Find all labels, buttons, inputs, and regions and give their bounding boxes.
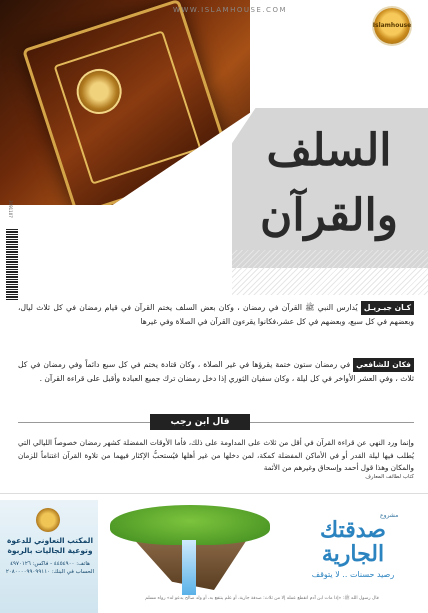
book-frame — [54, 30, 202, 184]
paragraph-1 — [18, 301, 414, 329]
org-logo-icon — [36, 508, 60, 532]
diagonal-lines-decoration — [232, 250, 428, 295]
source-citation: كتاب لطائف المعارف — [365, 474, 414, 480]
paragraph-2-text: في رمضان ستون ختمة يقرؤها في غير الصلاة ، وكان قتادة يختم في كل سبع دائماً وفي رمضان في كل ثلاث ، وفي العشر الأواخر في كل ليلة ، وكان سفيان الثوري إذا دخل رمضان ترك جميع العبادة وأقبل على قراءة القرآن . — [18, 360, 414, 383]
quote-heading: قال ابن رجب — [150, 414, 250, 430]
project-label: مشروع — [380, 512, 399, 519]
floating-island-illustration — [110, 505, 270, 595]
campaign-tagline: رصيد حسنات .. لا يتوقف — [311, 570, 395, 579]
ad-org-name: المكتب التعاوني للدعوة وتوعية الجاليات بالربوة — [6, 536, 94, 555]
barcode-icon — [6, 228, 18, 300]
title-line-1: السلف — [266, 125, 392, 176]
paragraph-3: وإنما ورد النهي عن قراءة القرآن في أقل من ثلاث على المداومة على ذلك، فأما الأوقات المفضلة كشهر رمضان خصوصاً الليالي التي يُطلب فيها ليلة القدر أو في الأماكن المفضلة كمكة، لمن دخلها من غير أهلها فيُستحبُّ الإكثار فيهما من تلاوة القرآن اغتناماً للزمان والمكان وهذا قول أحمد وإسحاق وغيرهم من الأئمة — [18, 438, 414, 472]
ad-contact — [4, 560, 96, 576]
waterfall — [182, 540, 196, 595]
title-line-2: والقرآن — [260, 190, 398, 241]
site-url[interactable]: WWW.ISLAMHOUSE.COM — [172, 6, 287, 14]
campaign-title: صدقتك الجارية — [320, 517, 386, 567]
quran-book-illustration — [22, 0, 233, 205]
paragraph-1-text: يُدارس النبي ﷺ القرآن في رمضان ، وكان بعض السلف يختم القرآن في قيام رمضان في كل ثلاث ليال، وبعضهم في كل سبع، وبعضهم في كل عشر،فكانوا يقرءون القرآن في الصلاة وفي غيرها — [18, 303, 414, 326]
logo-text: Islamhouse — [372, 22, 412, 29]
islamhouse-logo[interactable] — [374, 8, 410, 44]
paragraph-2 — [18, 358, 414, 386]
paragraph-1-tag: كـان جبـريـل — [361, 301, 414, 315]
hero-quran-image — [0, 0, 250, 205]
paragraph-2-tag: فكان للشافعي — [353, 358, 414, 372]
barcode-number: 3091107 — [8, 200, 13, 218]
ad-contact-line-2: الحساب في البنك: ٢٠٨٠٠٠٠٩٩٠٩٩١١٠ — [5, 569, 95, 575]
ad-contact-line-1: هاتف: ٤٤٥٤٩٠٠ - فاكس: ٤٩٧٠١٢٦ — [10, 561, 90, 567]
hadith-note: قال رسول الله ﷺ: «إذا مات ابن آدم انقطع عمله إلا من ثلاث: صدقة جارية، أو علم ينتفع به، أو ولد صالح يدعو له» رواه مسلم — [145, 596, 379, 601]
island-grass — [110, 505, 270, 545]
